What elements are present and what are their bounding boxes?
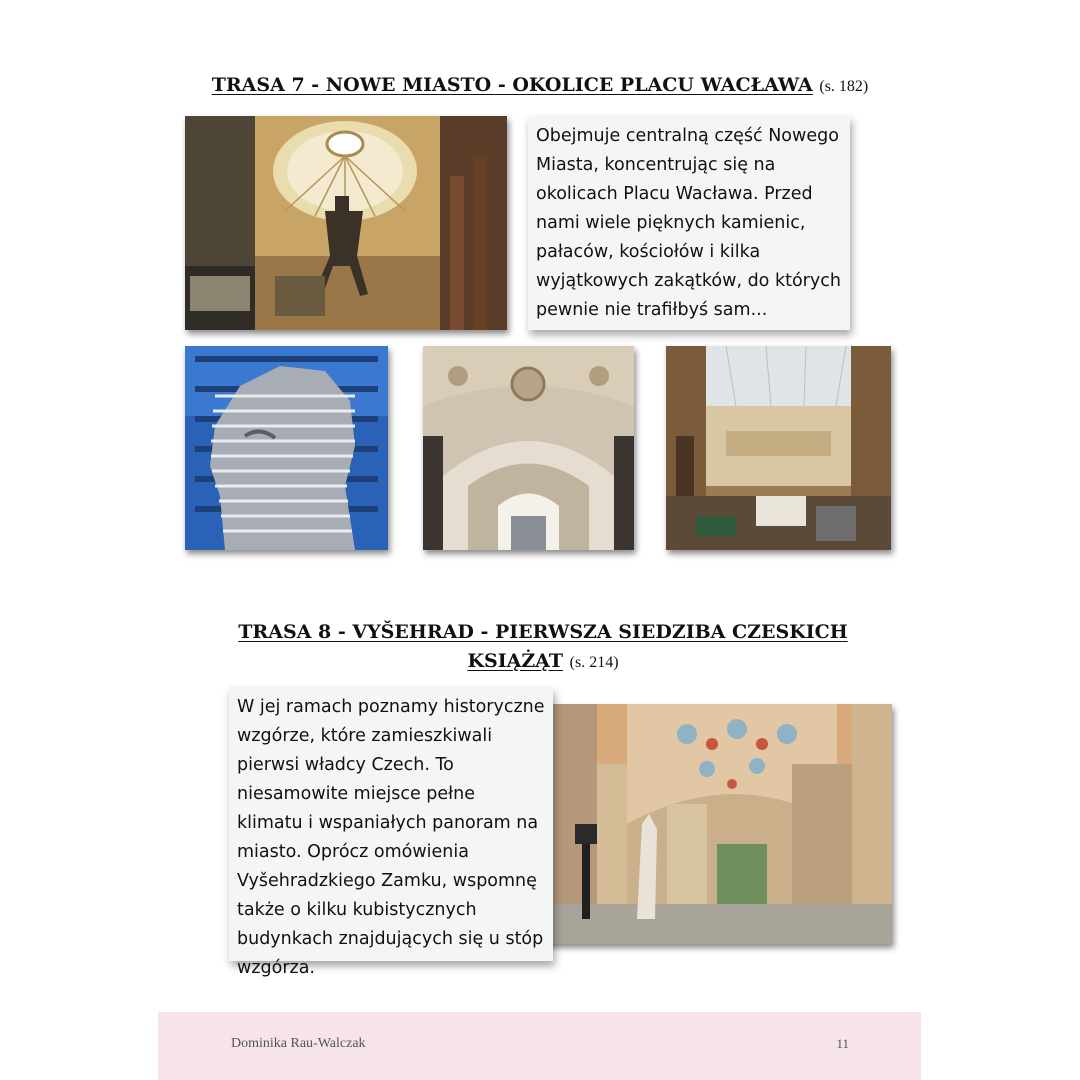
lucerna-passage-photo: [185, 116, 507, 330]
route8-description: W jej ramach poznamy historyczne wzgórze, które zamieszkiwali pierwsi władcy Czech. To niesamowite miejsce pełne klimatu i wspaniałych panoram na miasto. Oprócz omówienia Vyšehradzkiego Zamku, wspomnę także o kilku kubistycznych budynkach znajdujących się u stóp wzgórza.: [237, 697, 545, 978]
route7-page-ref: (s. 182): [819, 78, 869, 95]
route8-description-box: [229, 687, 553, 978]
route7-heading: [150, 74, 930, 96]
route8-heading: [150, 618, 936, 677]
footer-page-number: 11: [836, 1036, 849, 1051]
kafka-head-sculpture-photo: [185, 346, 388, 550]
route8-title-line2: KSIĄŻĄT: [467, 650, 564, 672]
page-footer: [158, 1012, 921, 1080]
palace-atrium-photo: [666, 346, 891, 550]
footer-author: Dominika Rau-Walczak: [231, 1036, 366, 1051]
vysehrad-arcade-photo: [537, 704, 892, 944]
route7-title: TRASA 7 - NOWE MIASTO - OKOLICE PLACU WACŁAWA: [211, 74, 813, 96]
route8-title-line1: TRASA 8 - VYŠEHRAD - PIERWSZA SIEDZIBA CZESKICH: [238, 621, 848, 643]
route7-description: Obejmuje centralną część Nowego Miasta, koncentrując się na okolicach Placu Wacława. Przed nami wiele pięknych kamienic, pałaców, kościołów i kilka wyjątkowych zakątków, do których pewnie nie trafiłbyś sam...: [536, 126, 841, 320]
route8-page-ref: (s. 214): [569, 654, 619, 671]
route7-description-box: [528, 116, 850, 330]
decorated-vault-photo: [423, 346, 634, 550]
